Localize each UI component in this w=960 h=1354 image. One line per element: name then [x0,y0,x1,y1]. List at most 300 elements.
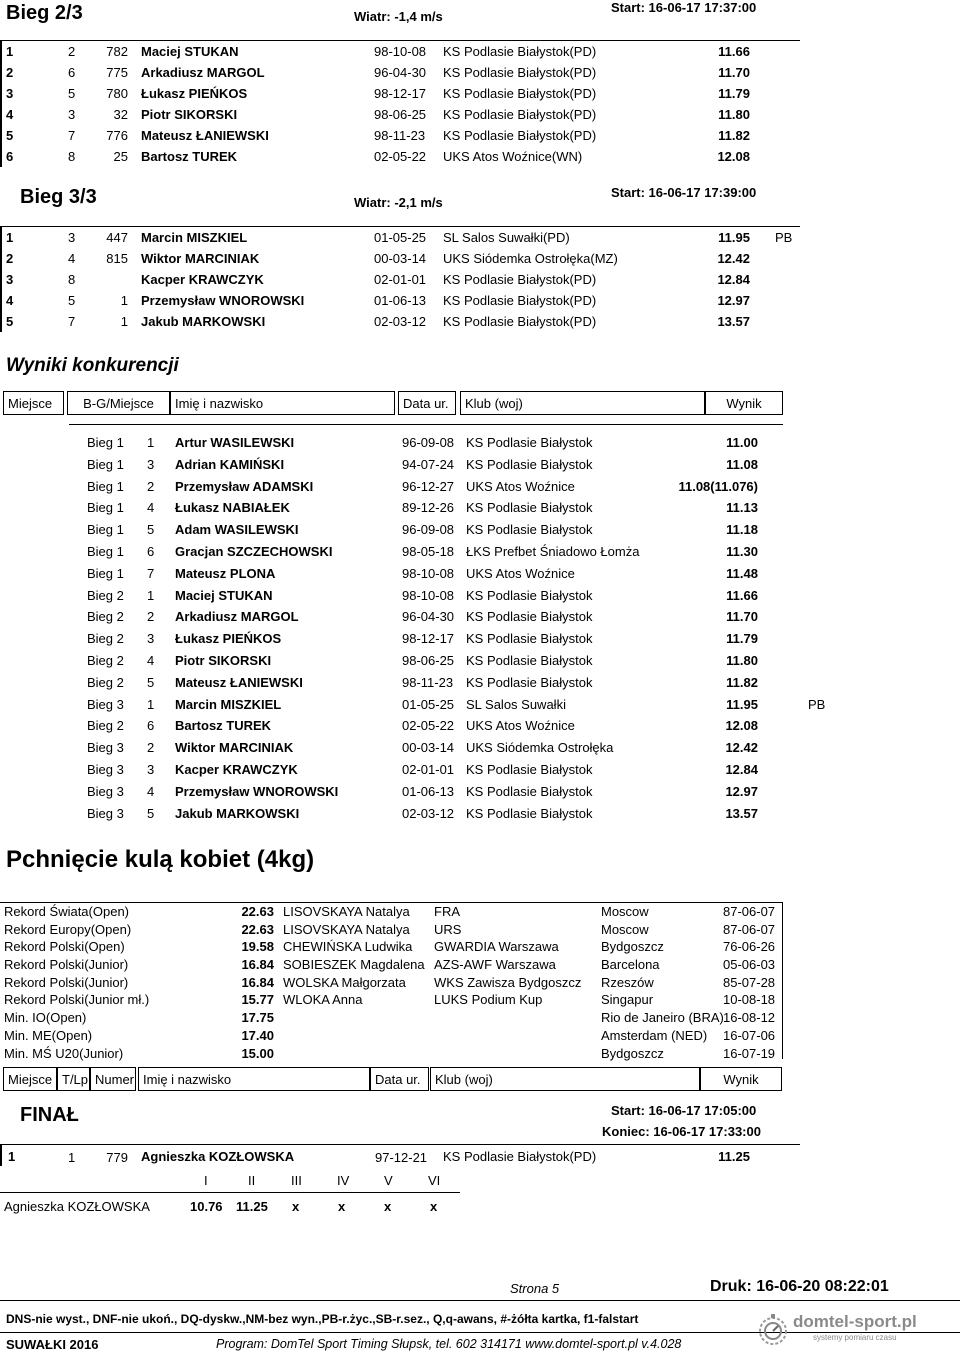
competition-cell-name: Arkadiusz MARGOL [175,609,299,625]
competition-cell-result: 13.57 [725,805,758,821]
heat-cell-result: 12.08 [717,149,750,164]
record-cell-place: Rzeszów [601,974,654,990]
record-cell-date: 85-07-28 [723,974,776,990]
competition-cell-club: KS Podlasie Białystok [466,435,593,450]
competition-cell-heat: Bieg 1 [87,565,124,581]
heat-cell-name: Wiktor MARCINIAK [141,251,260,266]
competition-cell-pl: 5 [147,674,155,690]
record-cell-athlete: WOLSKA Małgorzata [283,974,406,990]
record-cell-date: 16-07-06 [723,1027,776,1043]
competition-cell-date: 89-12-26 [402,500,455,516]
competition-cell-pl: 1 [147,587,155,603]
heat-cell-date: 02-03-12 [374,314,427,329]
record-row [0,1009,782,1027]
competition-row [0,693,830,715]
competition-row [0,758,830,780]
record-cell-date: 10-08-18 [723,992,776,1008]
competition-cell-result: 11.00 [726,435,758,450]
competition-cell-pl: 1 [147,696,155,712]
heat-cell-name: Bartosz TUREK [141,149,238,164]
final-tlp: 1 [68,1150,76,1165]
competition-cell-pl: 5 [147,805,155,821]
heat-cell-name: Mateusz ŁANIEWSKI [141,128,269,143]
competition-row [0,453,830,475]
heat-cell-place: 2 [6,65,14,80]
competition-cell-heat: Bieg 3 [87,761,124,777]
final-header-result: Wynik [700,1067,782,1091]
record-cell-date: 87-06-07 [723,904,776,919]
competition-cell-heat: Bieg 2 [87,587,124,603]
competition-cell-result: 12.97 [725,783,758,799]
record-cell-place: Amsterdam (NED) [601,1027,708,1043]
record-row [0,1045,782,1063]
competition-cell-heat: Bieg 1 [87,456,124,472]
competition-cell-club: KS Podlasie Białystok [466,631,593,647]
competition-cell-pl: 2 [147,478,155,494]
final-header-number: Numer [90,1067,136,1091]
competition-cell-club: KS Podlasie Białystok [466,456,593,472]
competition-cell-heat: Bieg 3 [87,805,124,821]
heat-cell-result: 12.97 [717,293,750,308]
attempts-athlete: Agnieszka KOZŁOWSKA [4,1199,150,1214]
competition-cell-date: 98-12-17 [402,631,455,647]
header-place: Miejsce [3,391,64,415]
record-cell-value: 16.84 [241,974,274,990]
heat-cell-date: 98-10-08 [374,44,427,59]
record-cell-athlete: SOBIESZEK Magdalena [283,957,425,973]
heat-result-row [0,269,800,290]
record-row [0,974,782,992]
final-club: KS Podlasie Białystok(PD) [443,1149,597,1164]
record-row [0,956,782,974]
legend: DNS-nie wyst., DNF-nie ukoń., DQ-dyskw.,NM-bez wyn.,PB-r.życ.,SB-r.sez., Q,q-awans, #-żółta kartka, f1-falstart [6,1312,639,1326]
heat-cell-place: 1 [6,230,14,245]
competition-row [0,649,830,671]
heat-cell-place: 4 [6,293,14,308]
competition-cell-heat: Bieg 1 [87,435,124,450]
competition-table [0,431,830,823]
heat-cell-result: 12.42 [717,251,750,266]
heat-cell-name: Łukasz PIEŃKOS [141,86,248,101]
competition-cell-club: SL Salos Suwałki [466,696,566,712]
competition-row [0,780,830,802]
attempt-label: I [204,1173,208,1188]
attempts-separator [0,1192,460,1193]
final-title: FINAŁ [20,1104,79,1126]
record-row [0,991,782,1009]
final-bib: 779 [106,1150,128,1165]
record-cell-place: Barcelona [601,957,660,973]
heat-cell-club: KS Podlasie Białystok(PD) [443,314,597,329]
heat-cell-result: 11.79 [718,86,750,101]
logo-text: domtel-sport.pl [793,1312,917,1331]
heat-cell-club: KS Podlasie Białystok(PD) [443,293,597,308]
competition-row [0,540,830,562]
competition-cell-date: 98-10-08 [402,587,455,603]
record-cell-club: WKS Zawisza Bydgoszcz [434,974,582,990]
heat-cell-bib: 32 [113,107,128,122]
competition-cell-date: 02-03-12 [402,805,455,821]
heat-cell-club: KS Podlasie Białystok(PD) [443,128,597,143]
heat-cell-name: Piotr SIKORSKI [141,107,238,122]
final-start: Start: 16-06-17 17:05:00 [611,1103,757,1118]
heat-cell-lane: 8 [68,149,76,164]
heat-cell-lane: 5 [68,293,76,308]
heat-cell-lane: 7 [68,314,76,329]
heat-cell-club: KS Podlasie Białystok(PD) [443,272,597,287]
competition-cell-result: 11.79 [726,631,758,647]
competition-cell-date: 01-05-25 [402,696,455,712]
header-club: Klub (woj) [460,391,705,415]
attempt-label: III [291,1173,302,1188]
final-header-place: Miejsce [3,1067,57,1091]
heat-cell-lane: 4 [68,251,76,266]
heat-cell-bib: 1 [120,314,128,329]
heat-result-row [0,83,800,104]
final-date: 97-12-21 [375,1150,428,1165]
footer-rule-top [0,1300,960,1301]
competition-cell-heat: Bieg 2 [87,718,124,734]
attempt-value: 10.76 [190,1199,223,1214]
heat-cell-lane: 2 [68,44,76,59]
heat3-table [0,226,800,332]
competition-cell-club: ŁKS Prefbet Śniadowo Łomża [466,543,640,559]
heat-cell-bib: 815 [106,251,128,266]
record-row [0,1027,782,1045]
competition-row [0,518,830,540]
heat-cell-result: 13.57 [717,314,750,329]
attempt-value: x [338,1199,346,1214]
competition-cell-result: 12.42 [725,740,758,756]
competition-cell-note: PB [808,696,826,712]
heat-cell-bib: 25 [113,149,128,164]
heat3-title: Bieg 3/3 [20,186,97,208]
heat-cell-bib: 776 [106,128,128,143]
attempt-label: V [384,1173,393,1188]
competition-row [0,475,830,497]
logo-subtext: systemy pomiaru czasu [813,1333,897,1342]
heat-cell-date: 02-05-22 [374,149,427,164]
heat-cell-club: KS Podlasie Białystok(PD) [443,86,597,101]
heat-cell-result: 11.95 [718,230,750,245]
record-cell-type: Min. MŚ U20(Junior) [4,1045,124,1061]
program-info: Program: DomTel Sport Timing Słupsk, tel. 602 314171 www.domtel-sport.pl v.4.028 [216,1337,682,1351]
competition-cell-result: 12.08 [725,718,758,734]
competition-cell-club: KS Podlasie Białystok [466,522,593,538]
record-cell-club: GWARDIA Warszawa [434,939,559,955]
heat-cell-club: UKS Siódemka Ostrołęka(MZ) [443,251,618,266]
competition-cell-date: 02-01-01 [402,761,455,777]
competition-cell-club: UKS Atos Woźnice [466,478,575,494]
heat-result-row [0,248,800,269]
record-cell-value: 15.00 [241,1045,274,1061]
competition-cell-name: Wiktor MARCINIAK [175,740,294,756]
competition-cell-name: Kacper KRAWCZYK [175,761,298,777]
heat-cell-result: 11.70 [718,65,750,80]
record-cell-club: FRA [434,904,460,919]
final-header-tlp: T/Lp [57,1067,90,1091]
competition-cell-date: 98-11-23 [402,674,454,690]
heat-cell-name: Kacper KRAWCZYK [141,272,264,287]
competition-cell-heat: Bieg 1 [87,522,124,538]
competition-cell-pl: 5 [147,522,155,538]
competition-cell-pl: 4 [147,783,155,799]
final-name: Agnieszka KOZŁOWSKA [141,1149,295,1164]
competition-title: Wyniki konkurencji [6,355,179,376]
heat-cell-bib: 780 [106,86,128,101]
record-cell-value: 16.84 [241,957,274,973]
competition-cell-result: 11.70 [726,609,758,625]
final-header-date: Data ur. [370,1067,429,1091]
heat-cell-place: 5 [6,314,14,329]
competition-row [0,605,830,627]
final-place: 1 [8,1149,16,1164]
competition-cell-date: 01-06-13 [402,783,455,799]
competition-cell-club: KS Podlasie Białystok [466,674,593,690]
heat-cell-name: Przemysław WNOROWSKI [141,293,305,308]
competition-cell-pl: 4 [147,652,155,668]
competition-cell-date: 98-10-08 [402,565,455,581]
competition-cell-heat: Bieg 2 [87,609,124,625]
competition-cell-result: 11.08(11.076) [678,478,758,494]
competition-cell-club: UKS Atos Woźnice [466,565,575,581]
competition-cell-club: KS Podlasie Białystok [466,805,593,821]
final-result: 11.25 [718,1149,750,1164]
record-cell-date: 76-06-26 [723,939,776,955]
heat-result-row [0,62,800,83]
competition-cell-heat: Bieg 3 [87,696,124,712]
record-cell-athlete: LISOVSKAYA Natalya [283,904,410,919]
competition-row [0,671,830,693]
record-cell-type: Rekord Polski(Junior mł.) [4,992,150,1008]
competition-cell-date: 98-05-18 [402,543,455,559]
heat-cell-club: KS Podlasie Białystok(PD) [443,65,597,80]
record-cell-type: Rekord Polski(Open) [4,939,125,955]
record-cell-value: 22.63 [241,904,274,919]
competition-cell-name: Adrian KAMIŃSKI [175,456,285,472]
record-cell-date: 87-06-07 [723,921,776,937]
competition-cell-name: Jakub MARKOWSKI [175,805,300,821]
attempt-label: VI [428,1173,441,1188]
record-cell-place: Rio de Janeiro (BRA) [601,1010,724,1026]
competition-cell-name: Bartosz TUREK [175,718,272,734]
heat-cell-place: 4 [6,107,14,122]
heat-cell-bib: 782 [106,44,128,59]
header-name: Imię i nazwisko [170,391,395,415]
heat-cell-place: 6 [6,149,14,164]
heat-cell-place: 3 [6,272,14,287]
record-cell-place: Bydgoszcz [601,1045,664,1061]
record-cell-athlete: LISOVSKAYA Natalya [283,921,410,937]
heat-cell-date: 98-11-23 [374,128,426,143]
competition-cell-result: 11.30 [726,543,758,559]
competition-cell-date: 98-06-25 [402,652,455,668]
heat-result-row [0,226,800,248]
competition-separator [69,424,783,425]
competition-cell-name: Marcin MISZKIEL [175,696,282,712]
competition-cell-date: 96-09-08 [402,522,455,538]
heat-cell-note: PB [775,230,793,245]
attempt-value: x [292,1199,300,1214]
record-row [0,921,782,939]
record-cell-athlete: WLOKA Anna [283,992,363,1008]
record-cell-value: 17.75 [241,1010,274,1026]
heat3-wind: Wiatr: -2,1 m/s [354,195,443,210]
final-header-club: Klub (woj) [430,1067,700,1091]
attempt-label: IV [337,1173,350,1188]
competition-cell-club: KS Podlasie Białystok [466,609,593,625]
records-table [0,902,783,1059]
competition-cell-result: 11.48 [726,565,758,581]
competition-cell-date: 96-04-30 [402,609,455,625]
competition-row [0,627,830,649]
record-cell-club: LUKS Podium Kup [434,992,543,1008]
heat-result-row [0,104,800,125]
heat-result-row [0,125,800,146]
heat2-wind: Wiatr: -1,4 m/s [354,9,443,24]
heat-cell-date: 96-04-30 [374,65,427,80]
stopwatch-icon [755,1311,791,1347]
event-name: SUWAŁKI 2016 [6,1337,99,1352]
competition-cell-name: Łukasz PIEŃKOS [175,631,282,647]
heat-cell-lane: 5 [68,86,76,101]
record-cell-type: Rekord Polski(Junior) [4,957,129,973]
heat-cell-name: Marcin MISZKIEL [141,230,248,245]
final-end: Koniec: 16-06-17 17:33:00 [602,1124,761,1139]
competition-cell-heat: Bieg 1 [87,478,124,494]
competition-cell-name: Przemysław ADAMSKI [175,478,314,494]
competition-cell-result: 11.80 [726,652,758,668]
heat-cell-result: 11.66 [718,44,750,59]
final-header-name: Imię i nazwisko [138,1067,370,1091]
header-heat: B-G/Miejsce [67,391,170,415]
competition-row [0,714,830,736]
record-cell-type: Min. IO(Open) [4,1010,87,1026]
competition-cell-pl: 3 [147,761,155,777]
competition-cell-pl: 2 [147,609,155,625]
record-cell-type: Rekord Świata(Open) [4,904,129,919]
heat-result-row [0,311,800,332]
competition-cell-pl: 6 [147,543,155,559]
heat-cell-place: 2 [6,251,14,266]
competition-row [0,562,830,584]
competition-cell-name: Maciej STUKAN [175,587,273,603]
heat-cell-lane: 8 [68,272,76,287]
heat-cell-name: Maciej STUKAN [141,44,239,59]
competition-cell-heat: Bieg 2 [87,652,124,668]
record-cell-value: 22.63 [241,921,274,937]
heat-cell-bib: 775 [106,65,128,80]
heat-cell-name: Jakub MARKOWSKI [141,314,266,329]
competition-cell-heat: Bieg 3 [87,740,124,756]
record-cell-club: URS [434,921,462,937]
heat-result-row [0,146,800,167]
heat-cell-club: SL Salos Suwałki(PD) [443,230,570,245]
competition-cell-pl: 3 [147,631,155,647]
competition-cell-heat: Bieg 3 [87,783,124,799]
record-cell-club: AZS-AWF Warszawa [434,957,556,973]
final-result-row [0,1144,800,1167]
competition-cell-club: KS Podlasie Białystok [466,652,593,668]
heat-cell-date: 01-05-25 [374,230,427,245]
heat-cell-date: 98-12-17 [374,86,427,101]
competition-cell-club: UKS Siódemka Ostrołęka [466,740,614,756]
record-cell-value: 15.77 [241,992,274,1008]
heat-result-row [0,40,800,62]
heat-cell-bib: 447 [106,230,128,245]
heat3-start: Start: 16-06-17 17:39:00 [611,185,757,200]
heat2-start: Start: 16-06-17 17:37:00 [611,0,757,15]
competition-cell-date: 94-07-24 [402,456,455,472]
attempt-value: x [384,1199,392,1214]
record-cell-value: 19.58 [241,939,274,955]
heat-cell-lane: 6 [68,65,76,80]
competition-row [0,736,830,758]
heat-result-row [0,290,800,311]
record-cell-place: Singapur [601,992,654,1008]
competition-cell-result: 11.82 [726,674,758,690]
competition-cell-heat: Bieg 1 [87,543,124,559]
record-cell-date: 16-08-12 [723,1010,776,1026]
competition-cell-pl: 7 [147,565,155,581]
heat-cell-bib: 1 [120,293,128,308]
competition-cell-pl: 3 [147,456,155,472]
heat-cell-lane: 3 [68,107,76,122]
record-cell-type: Min. ME(Open) [4,1027,93,1043]
heat-cell-club: UKS Atos Woźnice(WN) [443,149,583,164]
domtel-logo [755,1309,925,1349]
competition-cell-result: 11.18 [726,522,758,538]
heat-cell-result: 11.80 [718,107,750,122]
heat-cell-result: 11.82 [718,128,750,143]
record-row [0,938,782,956]
competition-cell-pl: 2 [147,740,155,756]
competition-cell-result: 11.08 [726,456,758,472]
record-cell-type: Rekord Polski(Junior) [4,974,129,990]
competition-row [0,802,830,824]
heat-cell-place: 3 [6,86,14,101]
record-cell-date: 05-06-03 [723,957,776,973]
record-row [0,903,782,921]
competition-cell-club: KS Podlasie Białystok [466,500,593,516]
competition-cell-name: Mateusz ŁANIEWSKI [175,674,303,690]
competition-cell-heat: Bieg 1 [87,500,124,516]
attempt-value: 11.25 [236,1199,268,1214]
competition-cell-pl: 6 [147,718,155,734]
record-cell-date: 16-07-19 [723,1045,776,1061]
heat-cell-place: 5 [6,128,14,143]
competition-cell-name: Przemysław WNOROWSKI [175,783,339,799]
heat-cell-date: 02-01-01 [374,272,427,287]
heat-cell-date: 01-06-13 [374,293,427,308]
heat-cell-date: 98-06-25 [374,107,427,122]
page-number: Strona 5 [510,1281,560,1296]
competition-cell-name: Mateusz PLONA [175,565,276,581]
heat-cell-date: 00-03-14 [374,251,427,266]
competition-cell-result: 11.66 [726,587,758,603]
competition-cell-result: 11.95 [726,696,758,712]
attempt-value: x [430,1199,438,1214]
competition-cell-club: KS Podlasie Białystok [466,587,593,603]
competition-row [0,584,830,606]
record-cell-value: 17.40 [241,1027,274,1043]
heat-cell-result: 12.84 [717,272,750,287]
heat-cell-place: 1 [6,44,14,59]
competition-cell-club: UKS Atos Woźnice [466,718,575,734]
record-cell-place: Bydgoszcz [601,939,664,955]
competition-cell-pl: 1 [147,435,155,450]
competition-row [0,496,830,518]
